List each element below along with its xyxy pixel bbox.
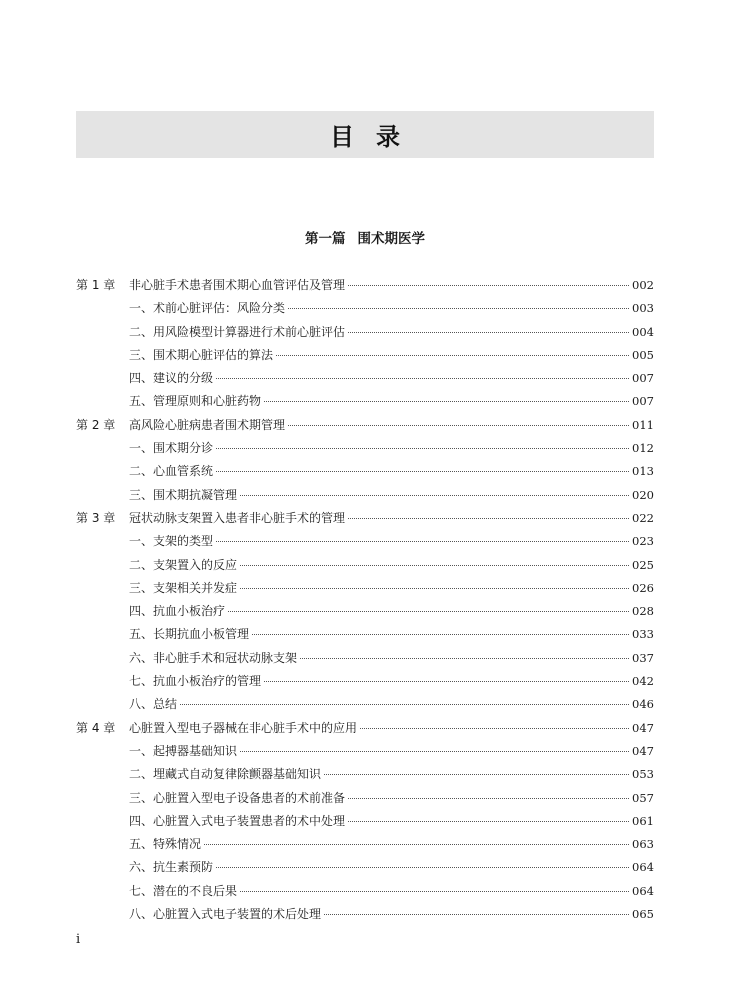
chapter-title: 非心脏手术患者围术期心血管评估及管理: [129, 278, 346, 292]
dot-leader: [348, 798, 629, 799]
page-number: 002: [632, 278, 654, 292]
dot-leader: [264, 681, 629, 682]
section-title: 三、支架相关并发症: [129, 580, 238, 595]
toc-section-row[interactable]: [76, 579, 654, 602]
dot-leader: [216, 378, 629, 379]
chapter-number: 第 3 章: [76, 510, 116, 525]
toc-section-row[interactable]: [76, 532, 654, 555]
section-title: 五、特殊情况: [129, 837, 202, 852]
page-number: 007: [632, 394, 654, 409]
dot-leader: [324, 914, 629, 915]
toc-chapter-row[interactable]: [76, 276, 654, 299]
toc-heading: 目录: [330, 123, 422, 151]
page-number: 057: [632, 790, 654, 805]
dot-leader: [180, 704, 629, 705]
dot-leader: [240, 565, 629, 566]
section-title: 二、支架置入的反应: [129, 557, 238, 572]
section-title: 六、非心脏手术和冠状动脉支架: [129, 650, 298, 665]
toc-section-row[interactable]: [76, 789, 654, 812]
toc-chapter-row[interactable]: [76, 719, 654, 742]
toc-heading-bar: [76, 111, 654, 158]
chapter-number: 第 2 章: [76, 417, 116, 432]
page-number: 047: [632, 720, 654, 735]
page-number: 046: [632, 697, 654, 712]
page-number: 047: [632, 743, 654, 758]
section-title: 一、围术期分诊: [129, 441, 214, 456]
page-folio: i: [76, 932, 81, 947]
section-title: 四、建议的分级: [129, 371, 214, 386]
toc-section-row[interactable]: [76, 835, 654, 858]
section-title: 四、心脏置入式电子装置患者的术中处理: [129, 813, 346, 828]
page-number: 064: [632, 860, 654, 875]
dot-leader: [240, 891, 629, 892]
chapter-number: 第 1 章: [76, 278, 116, 292]
dot-leader: [204, 844, 629, 845]
toc-section-row[interactable]: [76, 812, 654, 835]
toc-section-row[interactable]: [76, 695, 654, 718]
page-number: 005: [632, 347, 654, 362]
toc-section-row[interactable]: [76, 369, 654, 392]
dot-leader: [288, 308, 629, 309]
part-title: [0, 227, 730, 247]
page-number: 003: [632, 301, 654, 316]
page-number: 061: [632, 813, 654, 828]
page-number: 063: [632, 837, 654, 852]
toc-section-row[interactable]: [76, 392, 654, 415]
toc-section-row[interactable]: [76, 462, 654, 485]
toc-section-row[interactable]: [76, 672, 654, 695]
page-number: 022: [632, 510, 654, 525]
section-title: 五、长期抗血小板管理: [129, 627, 250, 642]
section-title: 一、起搏器基础知识: [129, 743, 238, 758]
section-title: 五、管理原则和心脏药物: [129, 394, 262, 409]
dot-leader: [216, 541, 629, 542]
toc-section-row[interactable]: [76, 439, 654, 462]
page-number: 012: [632, 441, 654, 456]
page-number: 011: [632, 417, 654, 432]
toc-section-row[interactable]: [76, 765, 654, 788]
toc-section-row[interactable]: [76, 486, 654, 509]
section-title: 二、埋藏式自动复律除颤器基础知识: [129, 767, 322, 782]
section-title: 三、围术期心脏评估的算法: [129, 347, 274, 362]
dot-leader: [240, 751, 629, 752]
page-number: 037: [632, 650, 654, 665]
dot-leader: [324, 774, 629, 775]
toc-section-row[interactable]: [76, 602, 654, 625]
dot-leader: [216, 448, 629, 449]
toc-section-row[interactable]: [76, 882, 654, 905]
dot-leader: [288, 425, 629, 426]
page-number: 053: [632, 767, 654, 782]
toc-section-row[interactable]: [76, 346, 654, 369]
dot-leader: [276, 355, 629, 356]
section-title: 四、抗血小板治疗: [129, 604, 226, 619]
chapter-number: 第 4 章: [76, 720, 116, 735]
toc-section-row[interactable]: [76, 625, 654, 648]
dot-leader: [216, 471, 629, 472]
dot-leader: [300, 658, 629, 659]
toc-section-row[interactable]: [76, 858, 654, 881]
part-name: 围术期医学: [357, 231, 425, 247]
toc-section-row[interactable]: [76, 299, 654, 322]
section-title: 三、心脏置入型电子设备患者的术前准备: [129, 790, 346, 805]
section-title: 八、心脏置入式电子装置的术后处理: [129, 907, 322, 922]
page-number: 020: [632, 487, 654, 502]
section-title: 二、心血管系统: [129, 464, 214, 479]
dot-leader: [216, 867, 629, 868]
dot-leader: [348, 332, 629, 333]
table-of-contents: [76, 276, 654, 928]
page-number: 028: [632, 604, 654, 619]
toc-chapter-row[interactable]: [76, 509, 654, 532]
toc-section-row[interactable]: [76, 556, 654, 579]
dot-leader: [228, 611, 629, 612]
chapter-title: 冠状动脉支架置入患者非心脏手术的管理: [129, 510, 346, 525]
section-title: 八、总结: [129, 697, 178, 712]
page-number: 004: [632, 324, 654, 339]
toc-section-row[interactable]: [76, 649, 654, 672]
toc-section-row[interactable]: [76, 323, 654, 346]
page-number: 065: [632, 907, 654, 922]
section-title: 六、抗生素预防: [129, 860, 214, 875]
section-title: 一、支架的类型: [129, 534, 214, 549]
page-number: 064: [632, 883, 654, 898]
page-number: 025: [632, 557, 654, 572]
page-number: 007: [632, 371, 654, 386]
toc-section-row[interactable]: [76, 742, 654, 765]
dot-leader: [240, 495, 629, 496]
section-title: 三、围术期抗凝管理: [129, 487, 238, 502]
dot-leader: [348, 518, 629, 519]
chapter-title: 高风险心脏病患者围术期管理: [129, 417, 286, 432]
page-number: 033: [632, 627, 654, 642]
chapter-title: 心脏置入型电子器械在非心脏手术中的应用: [129, 720, 358, 735]
dot-leader: [264, 401, 629, 402]
toc-chapter-row[interactable]: [76, 416, 654, 439]
page-number: 026: [632, 580, 654, 595]
dot-leader: [348, 285, 629, 286]
dot-leader: [348, 821, 629, 822]
page-number: 013: [632, 464, 654, 479]
dot-leader: [240, 588, 629, 589]
section-title: 七、潜在的不良后果: [129, 883, 238, 898]
part-number: 第一篇: [305, 231, 346, 247]
section-title: 七、抗血小板治疗的管理: [129, 674, 262, 689]
dot-leader: [360, 728, 629, 729]
section-title: 一、术前心脏评估：风险分类: [129, 301, 286, 316]
dot-leader: [252, 634, 629, 635]
section-title: 二、用风险模型计算器进行术前心脏评估: [129, 324, 346, 339]
toc-section-row[interactable]: [76, 905, 654, 928]
page-number: 042: [632, 674, 654, 689]
page-number: 023: [632, 534, 654, 549]
